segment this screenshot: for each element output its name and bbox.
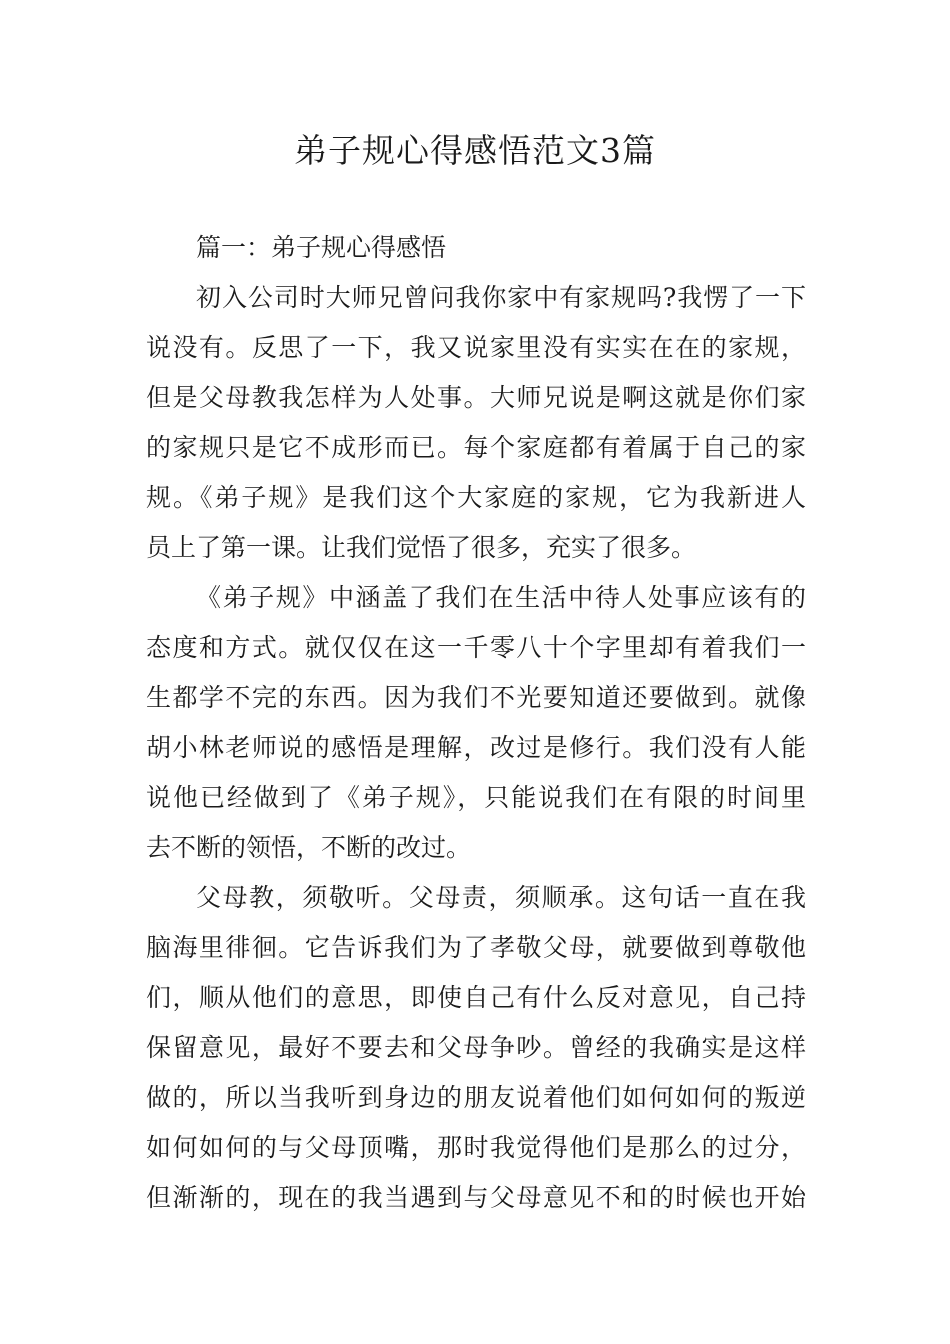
paragraph-line: 做的，所以当我听到身边的朋友说着他们如何如何的叛逆 [146, 1083, 806, 1112]
paragraph-line: 们，顺从他们的意思，即使自己有什么反对意见，自己持 [146, 983, 806, 1012]
paragraph-line: 脑海里徘徊。它告诉我们为了孝敬父母，就要做到尊敬他 [146, 933, 806, 962]
paragraph-line: 保留意见，最好不要去和父母争吵。曾经的我确实是这样 [146, 1033, 806, 1062]
paragraph-line: 的家规只是它不成形而已。每个家庭都有着属于自己的家 [146, 433, 806, 462]
paragraph-1 [146, 273, 806, 573]
paragraph-line: 态度和方式。就仅仅在这一千零八十个字里却有着我们一 [146, 633, 806, 662]
paragraph-line: 如何如何的与父母顶嘴，那时我觉得他们是那么的过分， [146, 1133, 806, 1162]
paragraph-line: 说他已经做到了《弟子规》，只能说我们在有限的时间里 [146, 783, 806, 812]
paragraph-line: 但渐渐的，现在的我当遇到与父母意见不和的时候也开始 [146, 1183, 806, 1212]
section-heading: 篇一：弟子规心得感悟 [196, 233, 447, 262]
paragraph-line: 规。《弟子规》是我们这个大家庭的家规，它为我新进人 [146, 483, 806, 512]
paragraph-line: 父母教，须敬听。父母责，须顺承。这句话一直在我 [196, 883, 806, 912]
paragraph-2 [146, 573, 806, 873]
paragraph-line: 初入公司时大师兄曾问我你家中有家规吗?我愣了一下 [196, 283, 806, 312]
paragraph-line: 胡小林老师说的感悟是理解，改过是修行。我们没有人能 [146, 733, 806, 762]
paragraph-3 [146, 873, 806, 1223]
paragraph-line: 生都学不完的东西。因为我们不光要知道还要做到。就像 [146, 683, 806, 712]
paragraph-line: 员上了第一课。让我们觉悟了很多，充实了很多。 [146, 533, 697, 562]
document-body [146, 223, 806, 1223]
paragraph-line: 去不断的领悟，不断的改过。 [146, 833, 472, 862]
paragraph-line: 《弟子规》中涵盖了我们在生活中待人处事应该有的 [196, 583, 806, 612]
document-title: 弟子规心得感悟范文3篇 [294, 131, 656, 170]
paragraph-line: 但是父母教我怎样为人处事。大师兄说是啊这就是你们家 [146, 383, 806, 412]
paragraph-line: 说没有。反思了一下，我又说家里没有实实在在的家规， [146, 333, 806, 362]
